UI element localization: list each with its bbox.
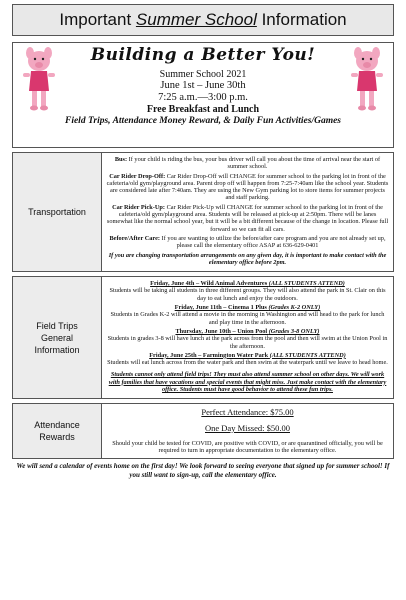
trip-tag: (ALL STUDENTS ATTEND) bbox=[268, 280, 345, 288]
hero-box bbox=[12, 42, 394, 148]
bus-heading: Bus: bbox=[114, 156, 128, 163]
trip-heading: Friday, June 4th – Wild Animal Adventures bbox=[150, 280, 269, 288]
field-trips-note: Students cannot only attend field trips! They must also attend summer school on other days. We will work with families that have vacations and special events that might miss. Just make contact with the elementary office. Students must have good behavior to attend these fun trips. bbox=[108, 371, 387, 394]
piglet-icon bbox=[19, 47, 59, 113]
pick-up-heading: Car Rider Pick-Up: bbox=[112, 203, 165, 211]
one-day-missed: One Day Missed: $50.00 bbox=[205, 422, 290, 433]
transportation-note: If you are changing transportation arrangements on any given day, it is important to make contact with the elementary office before 2pm. bbox=[108, 251, 387, 266]
care-text: If you are wanting to utilize the before/after care program and you are not already set up, please call the elementary office ASAP at 636-629-0401 bbox=[159, 234, 386, 250]
page-title bbox=[12, 4, 394, 36]
banner-heading: Building a Better You! bbox=[90, 45, 316, 65]
flyer bbox=[12, 4, 394, 480]
title-prefix: Important bbox=[59, 10, 136, 29]
covid-note: Should your child be tested for COVID, are positive with COVID, or are quarantined officially, you will be required to turn in appropriate documentation to the elementary office. bbox=[112, 439, 383, 455]
trip-tag: (ALL STUDENTS ATTEND) bbox=[269, 351, 346, 359]
section-label bbox=[13, 404, 102, 458]
label-line: Field Trips bbox=[36, 320, 78, 331]
pick-up-text: Car Rider Pick-Up will CHANGE for summer school to the parking lot in front of the cafeteria/old gym/playground area. Students will be released at pick-up at 2:50pm. There will be lanes somewhat like the normal school year, but it will be a bit different because of the change in location. Please full forward so we can fit all cars. bbox=[106, 203, 389, 233]
section-body bbox=[102, 404, 394, 458]
drop-off-text: Car Rider Drop-Off will CHANGE for summer school to the parking lot in front of the cafeteria/old gym/playground area. Parent drop off will happen from 7:25-7:40am like the school year. Students are considered late after 7:40am. They are using the New Gym parking lot to store items for summer projects and staff parking. bbox=[106, 172, 389, 202]
program-name: Summer School 2021 bbox=[159, 69, 247, 80]
attendance-section bbox=[12, 403, 394, 458]
field-trips-section bbox=[12, 276, 394, 399]
trip-tag: (Grades K-2 ONLY) bbox=[268, 304, 321, 312]
title-suffix: Information bbox=[256, 10, 347, 29]
trip-text: Students will eat lunch across from the water park and then swim at the waterpark until we leave to head home. bbox=[107, 359, 388, 367]
meals-note: Free Breakfast and Lunch bbox=[146, 104, 260, 115]
section-body bbox=[102, 277, 394, 399]
drop-off-heading: Car Rider Drop-Off: bbox=[109, 172, 166, 180]
trip-heading: Friday, June 25th – Farmington Water Park bbox=[149, 351, 270, 359]
trip-tag: (Grades 3-8 ONLY) bbox=[268, 327, 320, 335]
trip-text: Students will be taking all students in three different groups. They will also attend the park in St. Clair on this day to eat lunch and enjoy the outdoors. bbox=[109, 287, 386, 302]
section-label: Transportation bbox=[13, 153, 102, 272]
piglet-icon bbox=[347, 47, 387, 113]
perfect-attendance: Perfect Attendance: $75.00 bbox=[201, 407, 294, 418]
care-heading: Before/After Care: bbox=[109, 234, 160, 242]
footer-note: We will send a calendar of events home on the first day! We look forward to seeing everyone that signed up for summer school! If you still want to sign-up, call the elementary office. bbox=[16, 461, 390, 479]
bus-text: If your child is riding the bus, your bus driver will call you about the time of arrival near the start of summer school. bbox=[127, 156, 381, 171]
label-line: Attendance bbox=[34, 419, 80, 430]
title-emphasis: Summer School bbox=[135, 10, 257, 29]
program-hours: 7:25 a.m.—3:00 p.m. bbox=[158, 92, 248, 103]
label-line: Rewards bbox=[39, 431, 75, 442]
transportation-section bbox=[12, 152, 394, 272]
section-body bbox=[102, 153, 394, 272]
highlights-line: Field Trips, Attendance Money Reward, & Daily Fun Activities/Games bbox=[64, 116, 342, 126]
section-label bbox=[13, 277, 102, 399]
trip-heading: Friday, June 11th – Cinema 1 Plus bbox=[174, 304, 269, 312]
trip-text: Students in grades 3-8 will have lunch at the park across from the pool and then will swim at the Union Pool in the afternoon. bbox=[107, 335, 388, 350]
trip-text: Students in Grades K-2 will attend a movie in the morning in Washington and will head to the park for lunch and play time in the afternoon. bbox=[110, 311, 385, 326]
label-line: Information bbox=[34, 344, 80, 355]
label-line: General bbox=[40, 332, 74, 343]
program-dates: June 1st – June 30th bbox=[160, 80, 246, 91]
trip-heading: Thursday, June 10th – Union Pool bbox=[175, 327, 269, 335]
